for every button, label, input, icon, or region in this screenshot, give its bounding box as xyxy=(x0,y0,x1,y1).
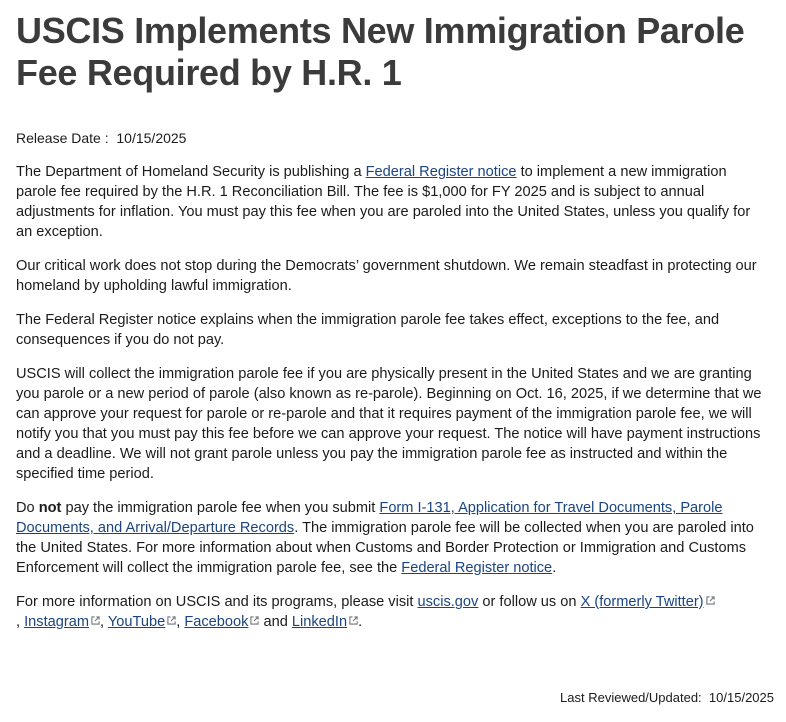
p6-and: and xyxy=(259,614,292,630)
p1-text-before: The Department of Homeland Security is publishing a xyxy=(16,164,366,180)
instagram-link[interactable]: Instagram xyxy=(24,614,89,630)
updated-date: 10/15/2025 xyxy=(708,690,774,705)
linkedin-link[interactable]: LinkedIn xyxy=(291,614,348,630)
external-link-icon xyxy=(349,616,358,625)
form-i131-link[interactable]: Form I-131, Application for Travel Documents, Parole Documents, and Arrival/Departure Records xyxy=(16,500,723,536)
external-link-icon xyxy=(167,616,176,625)
article xyxy=(16,0,768,632)
paragraph-4: USCIS will collect the immigration parole fee if you are physically present in the United States and we are granting you parole or a new period of parole (also known as re-parole). Beginning on Oct. 16, 2025, if we determine that we can approve your request for parole or re-parole and that it requires payment of the immigration parole fee, we will notify you that you must pay this fee before we can approve your request. The notice will have payment instructions and a deadline. We will not grant parole unless you pay the immigration parole fee as instructed and within the specified time period. xyxy=(16,366,762,482)
paragraph-5 xyxy=(16,498,768,578)
federal-register-link-2[interactable]: Federal Register notice xyxy=(401,560,553,576)
uscis-link[interactable]: uscis.gov xyxy=(417,594,479,610)
p6-comma-2: , xyxy=(100,614,108,630)
youtube-link[interactable]: YouTube xyxy=(107,614,166,630)
facebook-link[interactable]: Facebook xyxy=(184,614,249,630)
p6-comma-3: , xyxy=(176,614,185,630)
p1-text-after: to implement a new immigration parole fee required by the H.R. 1 Reconciliation Bill. The fee is $1,000 for FY 2025 and is subject to annual adjustments for inflation. You must pay this fee when you are paroled into the United States, unless you qualify for an exception. xyxy=(16,164,751,240)
external-link-icon xyxy=(706,596,715,605)
paragraph-1 xyxy=(16,162,768,242)
paragraph-2: Our critical work does not stop during the Democrats’ government shutdown. We remain steadfast in protecting our homeland by upholding lawful immigration. xyxy=(16,258,757,294)
p5-text-before: pay the immigration parole fee when you submit xyxy=(61,500,380,516)
p6-comma-1: , xyxy=(16,614,25,630)
p5-not-emphasis: not xyxy=(38,500,62,516)
p5-text-middle: . The immigration parole fee will be collected when you are paroled into the United States. For more information about when Customs and Border Protection or Immigration and Customs Enforcement will collect the immigration parole fee, see the xyxy=(16,520,754,576)
p6-end: . xyxy=(358,614,363,630)
updated-label: Last Reviewed/Updated: xyxy=(560,690,702,705)
p5-text-after: . xyxy=(552,560,557,576)
p5-do: Do xyxy=(16,500,39,516)
release-date xyxy=(16,128,768,148)
p6-follow-text: or follow us on xyxy=(478,594,581,610)
page-title: USCIS Implements New Immigration Parole Fee Required by H.R. 1 xyxy=(16,10,745,93)
x-twitter-link[interactable]: X (formerly Twitter) xyxy=(580,594,704,610)
last-updated xyxy=(560,689,774,707)
federal-register-link-1[interactable]: Federal Register notice xyxy=(365,164,517,180)
release-date-value: 10/15/2025 xyxy=(116,130,187,146)
release-label: Release Date : xyxy=(16,130,109,146)
paragraph-6 xyxy=(16,592,768,632)
p6-text-before: For more information on USCIS and its programs, please visit xyxy=(16,594,418,610)
external-link-icon xyxy=(91,616,100,625)
paragraph-3: The Federal Register notice explains when the immigration parole fee takes effect, exceptions to the fee, and consequences if you do not pay. xyxy=(16,312,720,348)
